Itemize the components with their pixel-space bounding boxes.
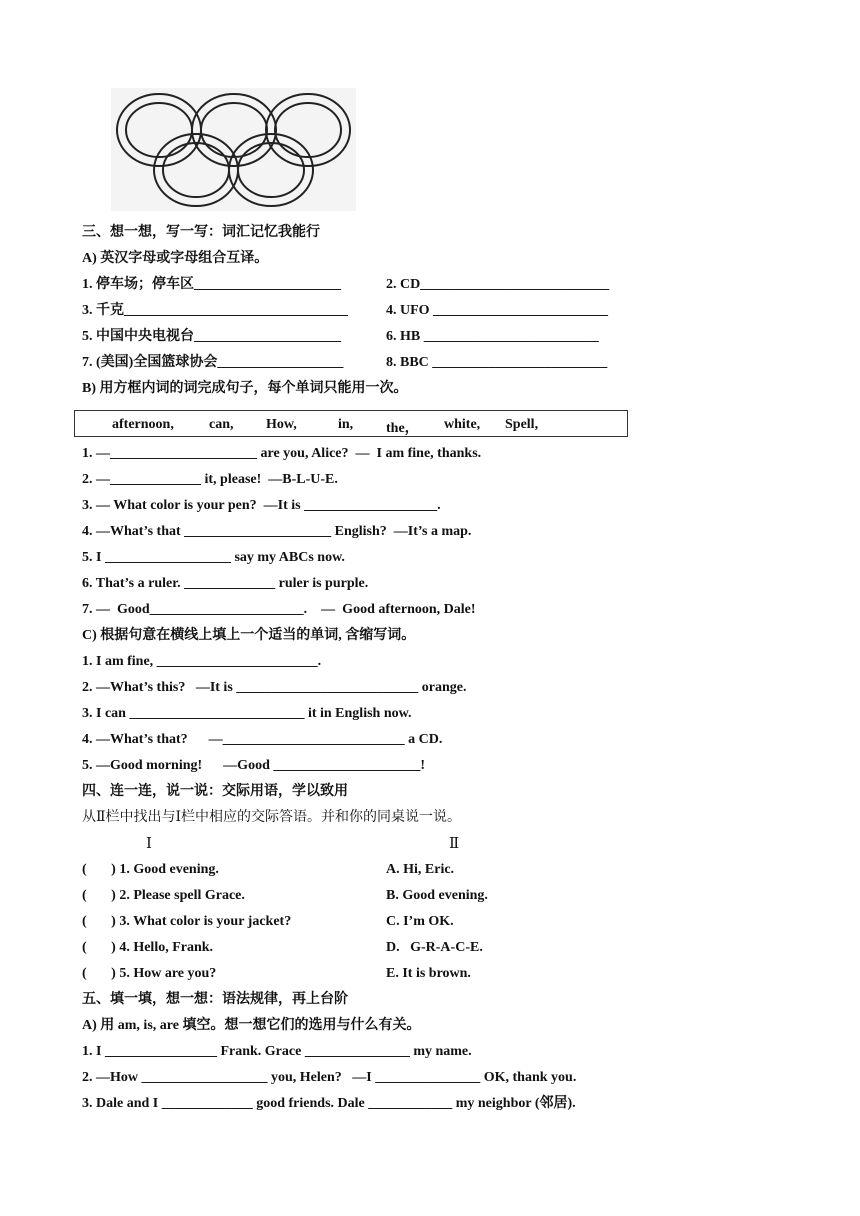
word-box — [74, 410, 628, 437]
vocab-item-4: 4. UFO _________________________ — [386, 303, 609, 318]
fill-item: 2. —What’s this? —It is __________________________ orange. — [82, 680, 467, 695]
match-left-item: ( ) 4. Hello, Frank. — [82, 940, 214, 955]
fill-item: 2. —_____________ it, please! —B-L-U-E. — [82, 472, 338, 487]
fill-item: 5. —Good morning! —Good _____________________! — [82, 758, 426, 773]
vocab-item-8: 8. BBC _________________________ — [386, 355, 608, 370]
section-5a-instruction: A) 用 am, is, are 填空。想一想它们的选用与什么有关。 — [82, 1018, 421, 1033]
vocab-item-6: 6. HB _________________________ — [386, 329, 599, 344]
vocab-item-5: 5. 中国中央电视台_____________________ — [82, 329, 341, 344]
word-box-item: in, — [338, 417, 354, 432]
section-3a-instruction: A) 英汉字母或字母组合互译。 — [82, 251, 269, 266]
word-box-item: the， — [386, 421, 419, 436]
match-left-item: ( ) 2. Please spell Grace. — [82, 888, 245, 903]
vocab-item-7: 7. (美国)全国篮球协会__________________ — [82, 355, 344, 370]
fill-item: 6. That’s a ruler. _____________ ruler is purple. — [82, 576, 369, 591]
word-box-item: white, — [444, 417, 481, 432]
section-3c-instruction: C) 根据句意在横线上填上一个适当的单词, 含缩写词。 — [82, 628, 416, 643]
section-3-title: 三、想一想，写一写：词汇记忆我能行 — [82, 225, 320, 240]
fill-item: 5. I __________________ say my ABCs now. — [82, 550, 345, 565]
word-box-item: can, — [209, 417, 234, 432]
vocab-item-1: 1. 停车场；停车区_____________________ — [82, 277, 341, 292]
section-4-instruction: 从Ⅱ栏中找出与Ⅰ栏中相应的交际答语。并和你的同桌说一说。 — [82, 810, 462, 825]
fill-item: 2. —How __________________ you, Helen? —I _______________ OK, thank you. — [82, 1070, 577, 1085]
match-left-item: ( ) 3. What color is your jacket? — [82, 914, 292, 929]
fill-item: 1. —_____________________ are you, Alice? — I am fine, thanks. — [82, 446, 482, 461]
match-right-item: D. G-R-A-C-E. — [386, 940, 483, 955]
match-right-item: C. I’m OK. — [386, 914, 454, 929]
match-left-item: ( ) 5. How are you? — [82, 966, 217, 981]
section-3b-instruction: B) 用方框内词的词完成句子，每个单词只能用一次。 — [82, 381, 408, 396]
fill-item: 1. I ________________ Frank. Grace _______________ my name. — [82, 1044, 472, 1059]
fill-item: 7. — Good______________________. — Good afternoon, Dale! — [82, 602, 476, 617]
olympic-rings-icon — [111, 88, 356, 211]
fill-item: 1. I am fine, _______________________. — [82, 654, 322, 669]
column-2-header: Ⅱ — [449, 836, 460, 852]
fill-item: 3. — What color is your pen? —It is ___________________. — [82, 498, 441, 513]
section-4-title: 四、连一连，说一说：交际用语，学以致用 — [82, 784, 348, 799]
fill-item: 4. —What’s that? —__________________________ a CD. — [82, 732, 443, 747]
match-left-item: ( ) 1. Good evening. — [82, 862, 219, 877]
section-5-title: 五、填一填，想一想：语法规律，再上台阶 — [82, 992, 348, 1007]
word-box-item: How, — [266, 417, 297, 432]
column-1-header: Ⅰ — [146, 836, 152, 852]
word-box-item: Spell, — [505, 417, 539, 432]
match-right-item: A. Hi, Eric. — [386, 862, 455, 877]
fill-item: 3. Dale and I _____________ good friends. Dale ____________ my neighbor (邻居). — [82, 1096, 576, 1111]
match-right-item: B. Good evening. — [386, 888, 488, 903]
fill-item: 3. I can _________________________ it in English now. — [82, 706, 412, 721]
word-box-item: afternoon, — [112, 417, 174, 432]
fill-item: 4. —What’s that _____________________ English? —It’s a map. — [82, 524, 472, 539]
vocab-item-2: 2. CD___________________________ — [386, 277, 610, 292]
vocab-item-3: 3. 千克________________________________ — [82, 303, 348, 318]
match-right-item: E. It is brown. — [386, 966, 471, 981]
